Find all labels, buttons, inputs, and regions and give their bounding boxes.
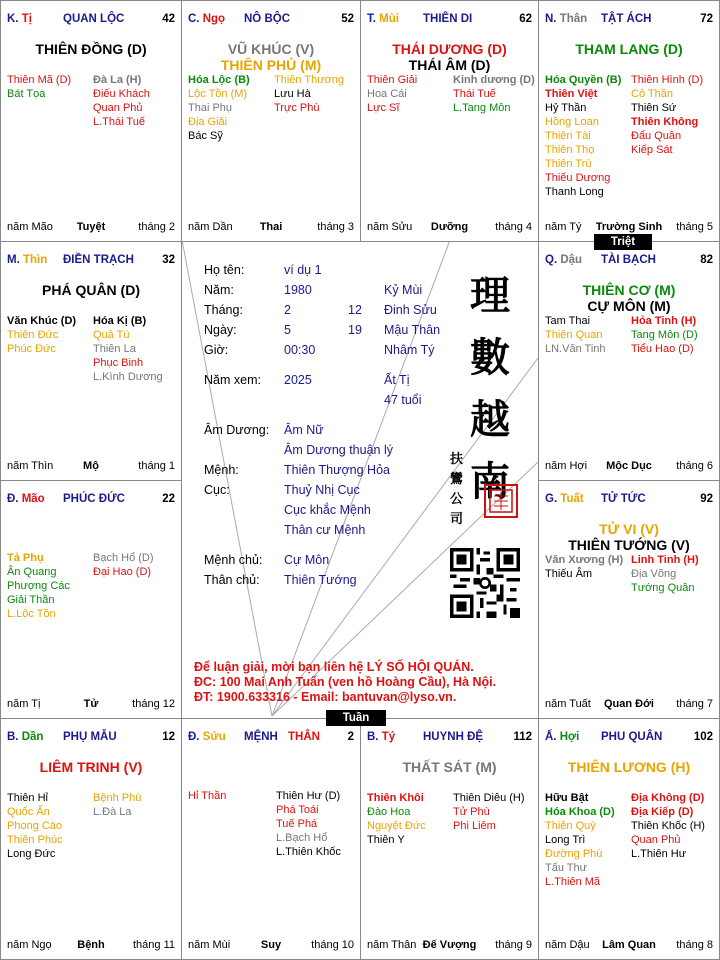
minor-star: Hóa Khoa (D) xyxy=(545,806,615,818)
age-value: 47 tuổi xyxy=(384,393,422,407)
left-stars xyxy=(7,551,70,621)
minor-star: Linh Tinh (H) xyxy=(631,554,699,566)
minor-star: Hóa Lộc (B) xyxy=(188,74,250,86)
palace-name: QUAN LỘC xyxy=(63,13,125,25)
palace-canchi: M. Thìn xyxy=(7,254,48,266)
menh-chu-label: Mệnh chủ: xyxy=(204,553,263,567)
palace-name: HUYNH ĐỆ xyxy=(423,731,484,743)
right-stars xyxy=(93,791,141,819)
palace-age: 82 xyxy=(700,254,713,266)
minor-star: Hóa Quyền (B) xyxy=(545,74,622,86)
minor-star: Long Trì xyxy=(545,834,586,846)
minor-star: Lộc Tồn (M) xyxy=(188,88,248,100)
minor-star: Giải Thần xyxy=(7,594,55,606)
palace-age: 52 xyxy=(341,13,354,25)
main-star: THIÊN CƠ (M) xyxy=(582,282,676,298)
nguyet-han-month: tháng 1 xyxy=(138,460,175,472)
palace-age: 62 xyxy=(519,13,532,25)
minor-star: Nguyệt Đức xyxy=(367,820,426,832)
minor-star: L.Thiên Mã xyxy=(545,876,601,888)
palace-canchi: C. Ngọ xyxy=(188,13,226,25)
palace-canchi: K. Tị xyxy=(7,13,32,25)
palace-thin[interactable] xyxy=(0,241,182,481)
palace-footer xyxy=(7,460,175,474)
day-solar: 19 xyxy=(348,323,362,337)
palace-header xyxy=(7,731,175,745)
palace-than[interactable] xyxy=(538,0,720,242)
nguyet-han-month: tháng 9 xyxy=(495,939,532,951)
palace-name: PHỤ MẪU xyxy=(63,731,117,743)
palace-header xyxy=(188,13,354,27)
minor-star: Thiên Đức xyxy=(7,329,59,341)
palace-footer xyxy=(545,939,713,953)
minor-star: Hỉ Thần xyxy=(188,790,227,802)
minor-star: L.Đà La xyxy=(93,806,132,818)
right-stars xyxy=(453,73,535,115)
minor-star: Thiên Thương xyxy=(274,74,345,86)
minor-star: Phượng Các xyxy=(7,580,70,592)
right-stars xyxy=(276,789,341,859)
year-value: 1980 xyxy=(284,283,312,297)
palace-footer xyxy=(367,221,532,235)
right-stars xyxy=(631,791,705,861)
tieu-han-year: năm Ngọ xyxy=(7,939,52,951)
palace-name: TỬ TỨC xyxy=(601,493,646,505)
minor-star: Thiên Khôi xyxy=(367,792,424,804)
minor-star: Tướng Quân xyxy=(631,582,695,594)
left-stars xyxy=(545,553,623,581)
truong-sinh-stage: Tuyệt xyxy=(76,221,106,233)
minor-star: L.Thái Tuế xyxy=(93,116,145,128)
minor-star: Văn Khúc (D) xyxy=(7,315,77,327)
minor-star: Thanh Long xyxy=(545,186,604,198)
month-solar: 12 xyxy=(348,303,362,317)
palace-canchi: Đ. Sửu xyxy=(188,731,226,743)
main-stars xyxy=(539,41,719,57)
minor-star: Đào Hoa xyxy=(367,806,411,818)
palace-canchi: B. Tý xyxy=(367,731,396,743)
main-stars xyxy=(361,759,538,775)
minor-star: Thiên Việt xyxy=(545,88,598,100)
minor-star: L.Tang Môn xyxy=(453,102,511,114)
minor-star: Thiên Không xyxy=(631,116,699,128)
minor-star: Quan Phủ xyxy=(631,834,681,846)
tieu-han-year: năm Hợi xyxy=(545,460,588,472)
minor-star: Tam Thai xyxy=(545,315,591,327)
truong-sinh-stage: Đế Vượng xyxy=(422,939,477,951)
palace-ty[interactable] xyxy=(0,0,182,242)
minor-star: Bệnh Phù xyxy=(93,792,142,804)
palace-name: MỆNH xyxy=(244,731,278,743)
minor-star: Thai Phụ xyxy=(188,102,233,114)
nguyet-han-month: tháng 5 xyxy=(676,221,713,233)
minor-star: Đại Hao (D) xyxy=(93,566,152,578)
nguyet-han-month: tháng 10 xyxy=(311,939,354,951)
minor-star: Thiên Giải xyxy=(367,74,418,86)
month-label: Tháng: xyxy=(204,303,243,317)
tieu-han-year: năm Dần xyxy=(188,221,233,233)
main-stars xyxy=(1,759,181,775)
palace-age: 22 xyxy=(162,493,175,505)
palace-footer xyxy=(545,460,713,474)
minor-star: Thiên Diêu (H) xyxy=(453,792,525,804)
tieu-han-year: năm Tý xyxy=(545,221,582,233)
left-stars xyxy=(545,791,615,889)
tieu-han-year: năm Mão xyxy=(7,221,53,233)
right-stars xyxy=(631,314,698,356)
minor-star: Trực Phù xyxy=(274,102,320,114)
day-canchi: Mậu Thân xyxy=(384,323,441,337)
minor-star: Hồng Loan xyxy=(545,116,599,128)
main-star: VŨ KHÚC (V) xyxy=(227,41,315,57)
palace-tuat[interactable] xyxy=(538,480,720,719)
main-star: THIÊN ĐỒNG (D) xyxy=(35,41,147,57)
minor-star: Tả Phụ xyxy=(7,552,44,564)
cuc-label: Cục: xyxy=(204,483,230,497)
main-stars xyxy=(539,521,719,553)
left-stars xyxy=(7,73,71,101)
palace-header xyxy=(545,13,713,27)
truong-sinh-stage: Tử xyxy=(83,698,99,710)
minor-star: Quan Phủ xyxy=(93,102,143,114)
truong-sinh-stage: Quan Đới xyxy=(604,698,654,710)
palace-header xyxy=(188,731,354,745)
cuc-value: Thuỷ Nhị Cục xyxy=(284,483,360,497)
main-star: THIÊN LƯƠNG (H) xyxy=(567,759,691,775)
main-star: THAM LANG (D) xyxy=(575,41,683,57)
day-lunar: 5 xyxy=(284,323,291,337)
menh-label: Mệnh: xyxy=(204,463,239,477)
palace-name: ĐIỀN TRẠCH xyxy=(63,254,134,266)
main-star: THIÊN TƯỚNG (V) xyxy=(568,537,690,553)
right-stars xyxy=(93,314,163,384)
palace-header xyxy=(7,493,175,507)
nguyet-han-month: tháng 6 xyxy=(676,460,713,472)
day-label: Ngày: xyxy=(204,323,237,337)
minor-star: Thiên Quý xyxy=(545,820,596,832)
palace-name: PHÚC ĐỨC xyxy=(63,493,125,505)
minor-star: Lưu Hà xyxy=(274,88,311,100)
minor-star: Thiên Mã (D) xyxy=(7,74,72,86)
nguyet-han-month: tháng 2 xyxy=(138,221,175,233)
main-star: CỰ MÔN (M) xyxy=(587,298,671,314)
minor-star: Điếu Khách xyxy=(93,88,150,100)
left-stars xyxy=(7,314,76,356)
name-value: ví dụ 1 xyxy=(284,263,322,277)
month-lunar: 2 xyxy=(284,303,291,317)
minor-star: Quốc Ấn xyxy=(7,806,50,818)
minor-star: Hóa Kị (B) xyxy=(93,315,147,327)
main-star: TỬ VI (V) xyxy=(599,521,659,537)
amduong-label: Âm Dương: xyxy=(204,423,270,437)
left-stars xyxy=(545,73,621,199)
truong-sinh-stage: Mộc Dục xyxy=(606,460,652,472)
main-star: THÁI DƯƠNG (D) xyxy=(392,41,507,57)
minor-star: Thiên Quan xyxy=(545,329,603,341)
calligraphy-so: 數 xyxy=(470,334,510,381)
minor-star: Thiên Thọ xyxy=(545,144,595,156)
minor-star: Tang Môn (D) xyxy=(631,329,698,341)
main-stars xyxy=(539,282,719,314)
than-chu-value: Thiên Tướng xyxy=(284,573,357,587)
minor-star: Phi Liêm xyxy=(453,820,496,832)
year-label: Năm: xyxy=(204,283,234,297)
right-stars xyxy=(93,73,150,129)
tieu-han-year: năm Sửu xyxy=(367,221,413,233)
minor-star: Tấu Thư xyxy=(545,862,588,874)
palace-header xyxy=(545,731,713,745)
left-stars xyxy=(7,791,63,861)
palace-header xyxy=(7,254,175,268)
main-stars xyxy=(361,41,538,73)
main-stars xyxy=(182,41,360,73)
truong-sinh-stage: Trường Sinh xyxy=(595,221,663,233)
minor-star: Địa Không (D) xyxy=(631,792,705,804)
nguyet-han-month: tháng 8 xyxy=(676,939,713,951)
calligraphy-ly: 理 xyxy=(470,272,510,319)
main-star: THIÊN PHỦ (M) xyxy=(220,57,322,73)
palace-than-marker: THÂN xyxy=(288,731,320,743)
qr-code[interactable] xyxy=(450,548,520,618)
nguyet-han-month: tháng 11 xyxy=(132,939,175,951)
palace-hoi[interactable] xyxy=(538,718,720,960)
minor-star: Địa Giải xyxy=(188,116,228,128)
minor-star: Lực Sĩ xyxy=(367,102,400,114)
minor-star: Bác Sỹ xyxy=(188,130,223,142)
minor-star: L.Thiên Khốc xyxy=(276,846,341,858)
truong-sinh-stage: Bệnh xyxy=(77,939,105,951)
right-stars xyxy=(93,551,154,579)
minor-star: Thiếu Âm xyxy=(545,568,593,580)
minor-star: L.Thiên Hư xyxy=(631,848,687,860)
minor-star: Thiên La xyxy=(93,343,136,355)
amduong-note: Âm Dương thuận lý xyxy=(284,443,393,457)
palace-age: 72 xyxy=(700,13,713,25)
left-stars xyxy=(188,73,250,143)
menh-chu-value: Cự Môn xyxy=(284,553,330,567)
palace-canchi: T. Mùi xyxy=(367,13,399,25)
minor-star: Hỷ Thần xyxy=(545,102,587,114)
palace-mui[interactable] xyxy=(360,0,539,242)
main-star: LIÊM TRINH (V) xyxy=(39,759,143,775)
nguyet-han-month: tháng 3 xyxy=(317,221,354,233)
month-canchi: Đinh Sửu xyxy=(384,303,437,317)
minor-star: L.Lộc Tồn xyxy=(7,608,56,620)
minor-star: Bát Tọa xyxy=(7,88,46,100)
tieu-han-year: năm Mùi xyxy=(188,939,231,951)
calligraphy-company: 扶 鸞 公 司 xyxy=(450,452,464,527)
palace-ngo[interactable] xyxy=(181,0,361,242)
triet-marker: Triệt xyxy=(594,234,652,250)
tieu-han-year: năm Dậu xyxy=(545,939,590,951)
minor-star: Phục Binh xyxy=(93,357,144,369)
right-stars xyxy=(453,791,525,833)
palace-age: 42 xyxy=(162,13,175,25)
minor-star: Đà La (H) xyxy=(93,74,142,86)
palace-footer xyxy=(7,698,175,712)
hour-value: 00:30 xyxy=(284,343,316,357)
palace-name: TẬT ÁCH xyxy=(601,13,652,25)
calligraphy-nam: 南 xyxy=(470,458,510,505)
main-star: THÁI ÂM (D) xyxy=(408,57,491,73)
minor-star: Thiên Hỉ xyxy=(7,792,48,804)
minor-star: L.Bạch Hổ xyxy=(276,832,328,844)
nguyet-han-month: tháng 12 xyxy=(132,698,175,710)
truong-sinh-stage: Dưỡng xyxy=(430,221,469,233)
hour-canchi: Nhâm Tý xyxy=(384,343,435,357)
minor-star: Phúc Đức xyxy=(7,343,56,355)
palace-canchi: Q. Dậu xyxy=(545,254,583,266)
minor-star: Đường Phù xyxy=(545,848,603,860)
minor-star: Tiểu Hao (D) xyxy=(631,343,694,355)
truong-sinh-stage: Lâm Quan xyxy=(602,939,656,951)
truong-sinh-stage: Mộ xyxy=(83,460,99,472)
palace-age: 2 xyxy=(347,731,354,743)
view-year-label: Năm xem: xyxy=(204,373,261,387)
minor-star: Ân Quang xyxy=(7,566,57,578)
palace-canchi: N. Thân xyxy=(545,13,588,25)
tieu-han-year: năm Thân xyxy=(367,939,417,951)
main-stars xyxy=(1,41,181,57)
palace-footer xyxy=(188,939,354,953)
than-cu-note: Thân cư Mệnh xyxy=(284,523,366,537)
minor-star: Thiên Tài xyxy=(545,130,591,142)
minor-star: Hoa Cái xyxy=(367,88,407,100)
minor-star: Địa Võng xyxy=(631,568,677,580)
minor-star: Long Đức xyxy=(7,848,56,860)
contact-line-1: Để luận giải, mời bạn liên hệ LÝ SỐ HỘI QUÁN. xyxy=(194,660,474,674)
main-star: PHÁ QUÂN (D) xyxy=(42,282,140,298)
palace-canchi: Ấ. Hợi xyxy=(545,731,580,743)
right-stars xyxy=(631,553,699,595)
minor-star: Hỏa Tinh (H) xyxy=(631,315,697,327)
palace-header xyxy=(7,13,175,27)
minor-star: Kiếp Sát xyxy=(631,144,673,156)
minor-star: Thiên Sứ xyxy=(631,102,677,114)
name-label: Họ tên: xyxy=(204,263,245,277)
tuan-marker: Tuần xyxy=(326,710,386,726)
palace-age: 112 xyxy=(513,731,532,743)
amduong-value: Âm Nữ xyxy=(284,423,324,437)
palace-header xyxy=(367,731,532,745)
minor-star: Kinh dương (D) xyxy=(453,74,535,86)
minor-star: Văn Xương (H) xyxy=(545,554,624,566)
right-stars xyxy=(274,73,344,115)
minor-star: Thiên Hình (D) xyxy=(631,74,704,86)
palace-footer xyxy=(7,221,175,235)
palace-dan[interactable] xyxy=(0,718,182,960)
minor-star: Thiên Y xyxy=(367,834,405,846)
view-year-value: 2025 xyxy=(284,373,312,387)
palace-canchi: B. Dần xyxy=(7,731,44,743)
palace-header xyxy=(367,13,532,27)
minor-star: LN.Văn Tinh xyxy=(545,343,606,355)
minor-star: Thái Tuế xyxy=(453,88,496,100)
main-stars xyxy=(1,282,181,298)
year-canchi: Kỷ Mùi xyxy=(384,283,423,297)
minor-star: Địa Kiếp (D) xyxy=(631,806,694,818)
minor-star: Cô Thần xyxy=(631,88,673,100)
palace-name: PHU QUÂN xyxy=(601,731,663,743)
minor-star: Tuế Phá xyxy=(276,818,318,830)
tieu-han-year: năm Tuất xyxy=(545,698,591,710)
palace-age: 12 xyxy=(162,731,175,743)
minor-star: Thiếu Dương xyxy=(545,172,611,184)
calligraphy-viet: 越 xyxy=(470,396,510,443)
view-year-canchi: Ất Tị xyxy=(384,373,410,387)
minor-star: Phá Toái xyxy=(276,804,319,816)
tieu-han-year: năm Thìn xyxy=(7,460,54,472)
hour-label: Giờ: xyxy=(204,343,229,357)
minor-star: Tử Phù xyxy=(453,806,490,818)
menh-value: Thiên Thượng Hỏa xyxy=(284,463,390,477)
nguyet-han-month: tháng 4 xyxy=(495,221,532,233)
minor-star: Bạch Hổ (D) xyxy=(93,552,154,564)
palace-dau[interactable] xyxy=(538,241,720,481)
palace-name: TÀI BẠCH xyxy=(601,254,656,266)
truong-sinh-stage: Suy xyxy=(260,939,282,951)
red-seal-stamp xyxy=(484,484,518,518)
palace-suu[interactable] xyxy=(181,718,361,960)
minor-star: Đẩu Quân xyxy=(631,130,682,142)
palace-header xyxy=(545,493,713,507)
minor-star: Thiên Hư (D) xyxy=(276,790,341,802)
minor-star: Hữu Bật xyxy=(545,792,589,804)
minor-star: Thiên Phúc xyxy=(7,834,63,846)
palace-footer xyxy=(7,939,175,953)
palace-age: 102 xyxy=(693,731,713,743)
cuc-note: Cục khắc Mệnh xyxy=(284,503,371,517)
contact-phone-email[interactable]: ĐT: 1900.633316 - Email: bantuvan@lyso.vn. xyxy=(194,690,457,704)
palace-ti[interactable] xyxy=(360,718,539,960)
tieu-han-year: năm Tị xyxy=(7,698,41,710)
left-stars xyxy=(188,789,226,803)
left-stars xyxy=(545,314,606,356)
palace-name: THIÊN DI xyxy=(423,13,473,25)
main-stars xyxy=(539,759,719,775)
minor-star: Quả Tú xyxy=(93,329,130,341)
left-stars xyxy=(367,73,417,115)
palace-name: NÔ BỘC xyxy=(244,13,290,25)
palace-footer xyxy=(545,221,713,235)
minor-star: Thiên Trù xyxy=(545,158,592,170)
minor-star: Phong Cáo xyxy=(7,820,63,832)
palace-canchi: Đ. Mão xyxy=(7,493,45,505)
main-star: THẤT SÁT (M) xyxy=(402,759,497,775)
left-stars xyxy=(367,791,426,847)
palace-mao[interactable] xyxy=(0,480,182,719)
minor-star: L.Kình Dương xyxy=(93,371,163,383)
truong-sinh-stage: Thai xyxy=(259,221,283,233)
contact-address: ĐC: 100 Mai Anh Tuấn (ven hồ Hoàng Cầu), Hà Nội. xyxy=(194,675,497,689)
palace-canchi: G. Tuất xyxy=(545,493,584,505)
palace-age: 32 xyxy=(162,254,175,266)
minor-star: Thiên Khốc (H) xyxy=(631,820,705,832)
nguyet-han-month: tháng 7 xyxy=(676,698,713,710)
palace-footer xyxy=(545,698,713,712)
than-chu-label: Thân chủ: xyxy=(204,573,260,587)
palace-footer xyxy=(367,939,532,953)
palace-footer xyxy=(188,221,354,235)
right-stars xyxy=(631,73,703,157)
palace-age: 92 xyxy=(700,493,713,505)
palace-header xyxy=(545,254,713,268)
